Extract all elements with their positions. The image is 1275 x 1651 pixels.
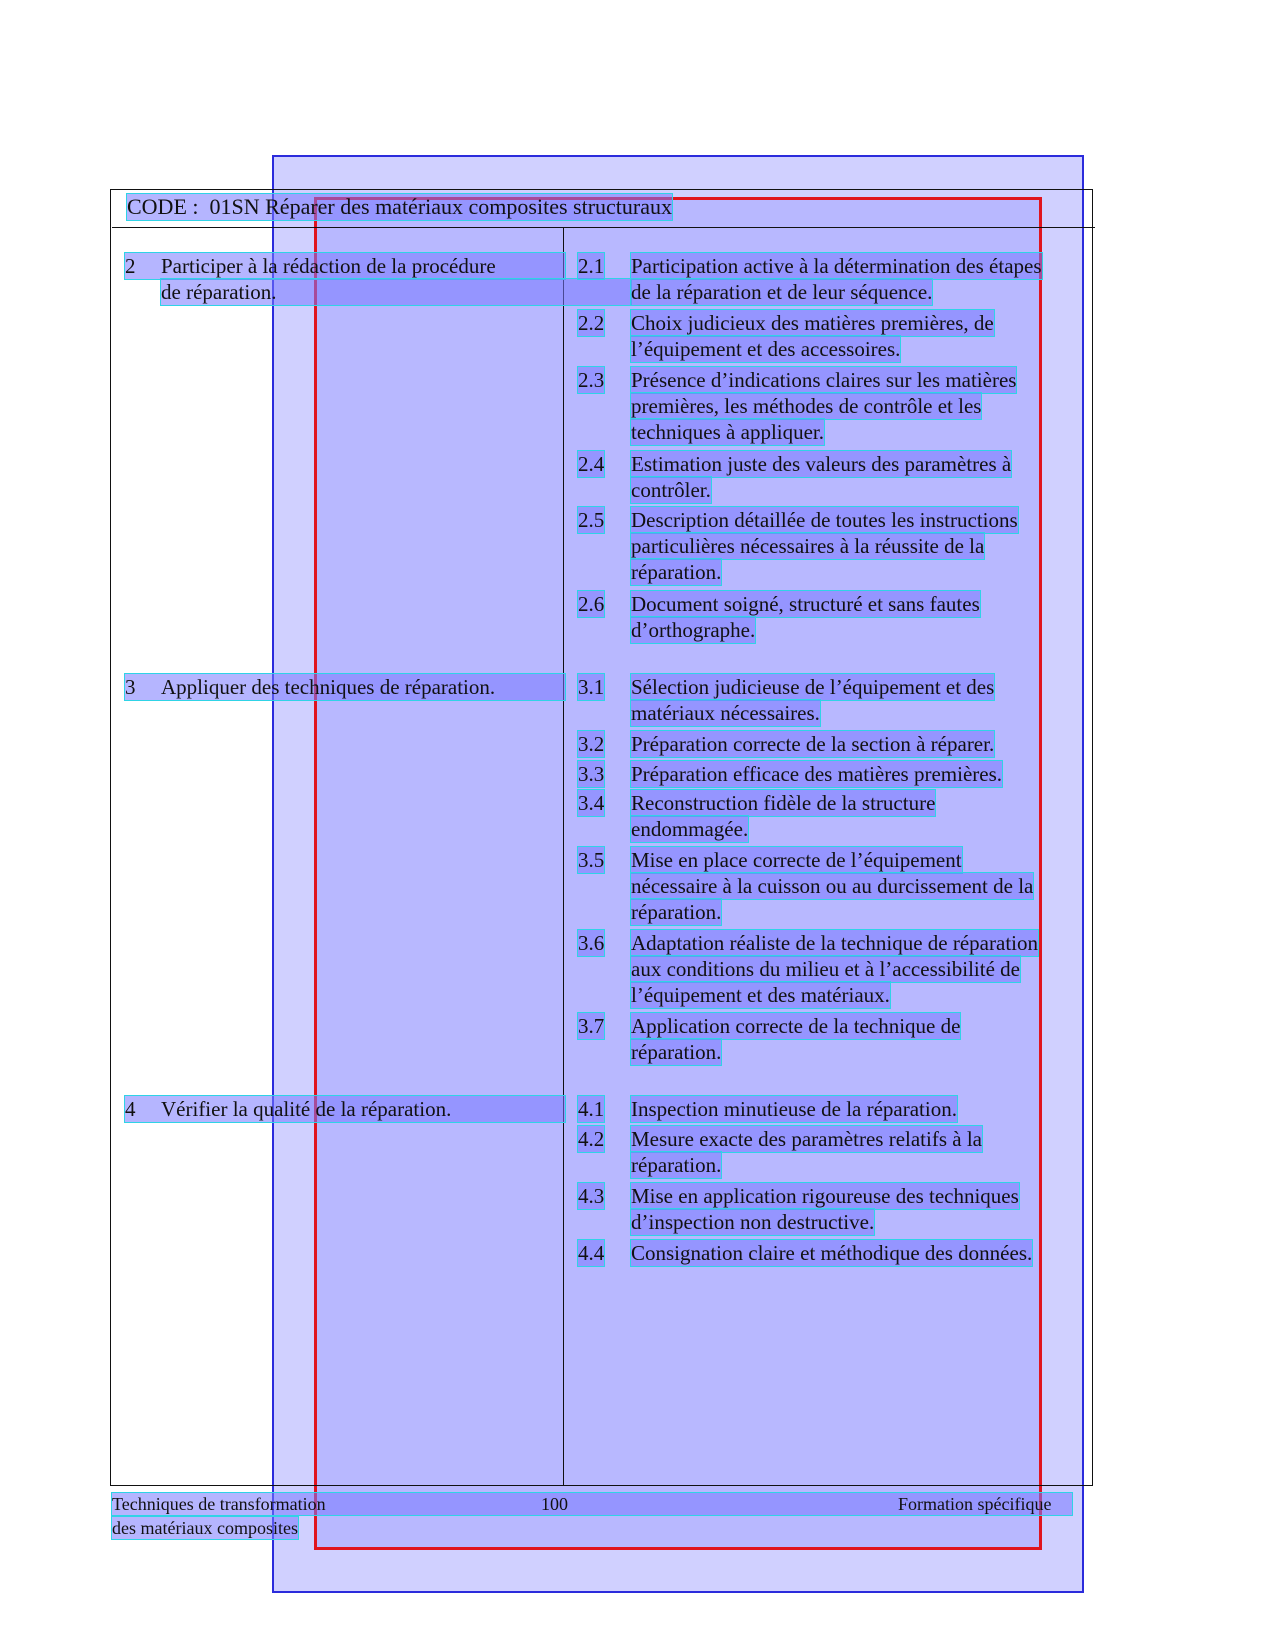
criterion-number: 3.4 [578,791,605,815]
criterion-number: 2.6 [578,592,605,616]
criterion-number: 4.3 [578,1184,605,1208]
criterion-number: 2.5 [578,508,605,532]
criterion-text: contrôler. [631,478,711,502]
criterion-text: réparation. [631,1153,722,1177]
criterion-text: Préparation efficace des matières premières. [631,762,1003,786]
criterion-text: Document soigné, structuré et sans fautes [631,592,980,616]
criterion-text: Adaptation réaliste de la technique de réparation [631,931,1038,955]
criterion-number: 3.2 [578,732,605,756]
code-value: 01SN [209,194,260,219]
criterion-text: Reconstruction fidèle de la structure [631,791,936,815]
footer-right: Formation spécifique [898,1494,1052,1514]
criterion-text: Participation active à la détermination des étapes [631,254,1042,278]
criterion-text: Préparation correcte de la section à réparer. [631,732,995,756]
criterion-number: 3.6 [578,931,605,955]
page-number: 100 [541,1494,568,1514]
criterion-number: 4.1 [578,1097,605,1121]
criterion-text: Choix judicieux des matières premières, de [631,311,994,335]
criterion-text: de la réparation et de leur séquence. [631,280,933,304]
criterion-text: aux conditions du milieu et à l’accessibilité de [631,957,1020,981]
criterion-number: 3.5 [578,848,605,872]
code-label: CODE : [127,194,199,219]
criterion-text: l’équipement et des matériaux. [631,983,890,1007]
column-divider [563,227,564,1486]
criterion-number: 4.4 [578,1241,605,1265]
criterion-text: techniques à appliquer. [631,420,825,444]
criterion-text: Application correcte de la technique de [631,1014,961,1038]
criterion-number: 3.7 [578,1014,605,1038]
criterion-number: 4.2 [578,1127,605,1151]
criterion-number: 2.3 [578,368,605,392]
criterion-text: Estimation juste des valeurs des paramètres à [631,452,1012,476]
criterion-text: Mise en place correcte de l’équipement [631,848,962,872]
criterion-number: 3.1 [578,675,605,699]
criterion-text: nécessaire à la cuisson ou au durcissement de la [631,874,1034,898]
element-number: 2 [125,254,136,278]
criterion-text: Mise en application rigoureuse des techniques [631,1184,1019,1208]
criterion-number: 3.3 [578,762,605,786]
footer-left-line1: Techniques de transformation [112,1494,326,1514]
criterion-text: d’inspection non destructive. [631,1210,875,1234]
criterion-text: particulières nécessaires à la réussite de la [631,534,985,558]
criterion-text: endommagée. [631,817,749,841]
element-number: 3 [125,675,136,699]
criterion-text: Description détaillée de toutes les instructions [631,508,1018,532]
element-3-label: 3 Appliquer des techniques de réparation. [125,674,565,700]
criterion-text: matériaux nécessaires. [631,701,820,725]
criterion-text: Mesure exacte des paramètres relatifs à la [631,1127,982,1151]
header-divider [112,227,1095,228]
criterion-text: Présence d’indications claires sur les matières [631,368,1017,392]
criterion-text: réparation. [631,560,722,584]
criterion-text: réparation. [631,900,722,924]
code-header [127,194,672,220]
criterion-number: 2.2 [578,311,605,335]
criterion-text: Sélection judicieuse de l’équipement et des [631,675,995,699]
element-2-label: 2 Participer à la rédaction de la procédure [125,253,565,279]
element-4-label: 4 Vérifier la qualité de la réparation. [125,1096,565,1122]
element-2-label-cont: de réparation. [161,279,631,305]
competency-title: Réparer des matériaux composites structuraux [265,194,672,219]
criterion-text: réparation. [631,1040,722,1064]
element-number: 4 [125,1097,136,1121]
criterion-text: Consignation claire et méthodique des données. [631,1241,1033,1265]
criterion-text: d’orthographe. [631,618,756,642]
footer-left-line2: des matériaux composites [112,1518,298,1538]
criterion-text: premières, les méthodes de contrôle et les [631,394,982,418]
criterion-number: 2.1 [578,254,605,278]
criterion-text: l’équipement et des accessoires. [631,337,901,361]
criterion-text: Inspection minutieuse de la réparation. [631,1097,957,1121]
criterion-number: 2.4 [578,452,605,476]
